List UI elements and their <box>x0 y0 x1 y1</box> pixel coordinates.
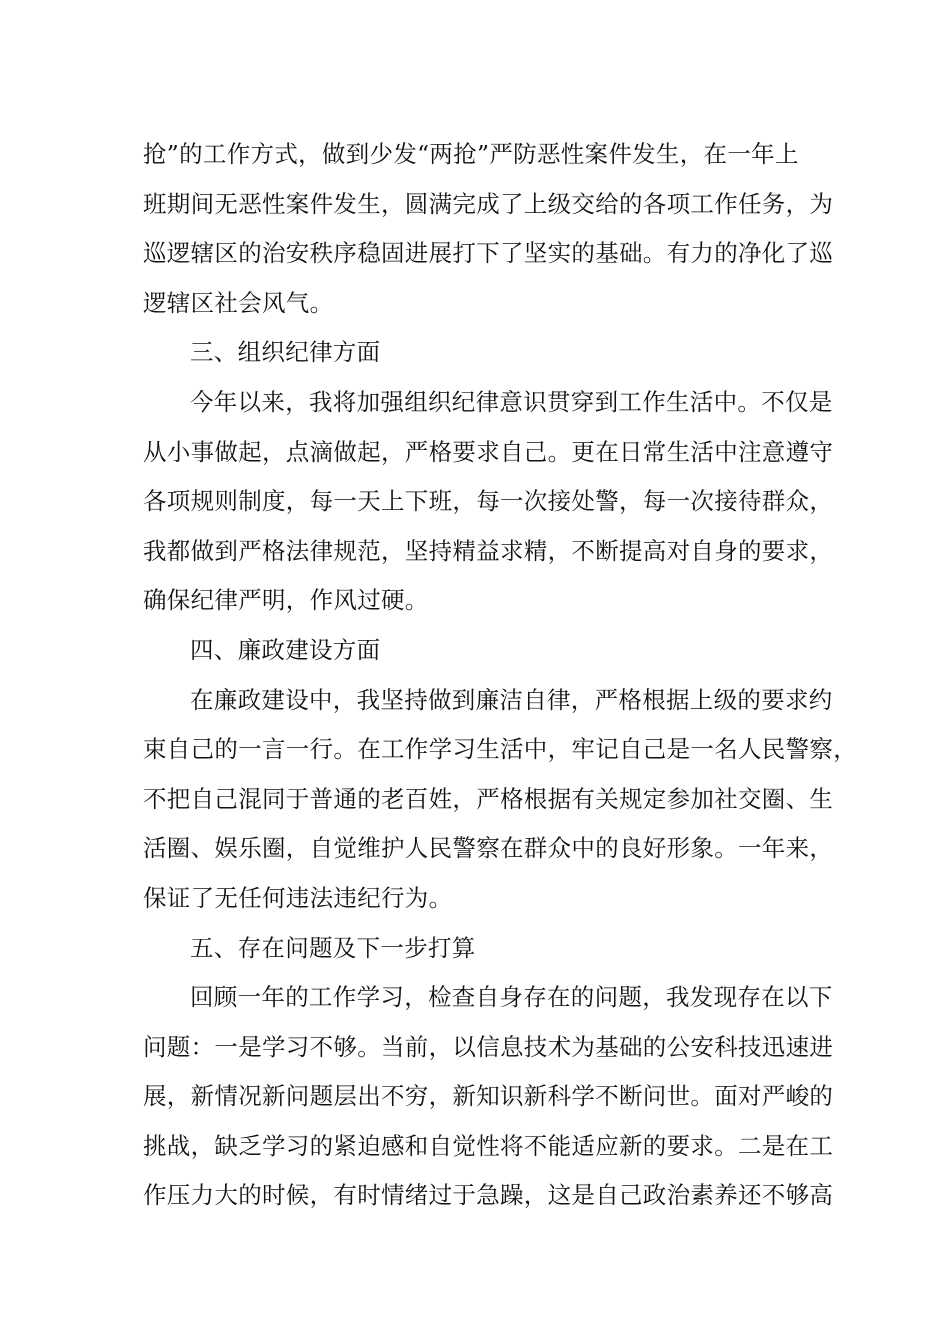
section-heading: 四、廉政建设方面 <box>190 635 381 664</box>
paragraph-line: 抢”的工作方式，做到少发“两抢”严防恶性案件发生，在一年上 <box>143 140 799 168</box>
paragraph-line: 从小事做起，点滴做起，严格要求自己。更在日常生活中注意遵守 <box>143 437 834 466</box>
section-heading: 三、组织纪律方面 <box>190 338 381 367</box>
paragraph-line: 各项规则制度，每一天上下班，每一次接处警，每一次接待群众， <box>143 487 834 516</box>
paragraph-line: 班期间无恶性案件发生，圆满完成了上级交给的各项工作任务，为 <box>143 189 834 218</box>
paragraph-line: 今年以来，我将加强组织纪律意识贯穿到工作生活中。不仅是 <box>190 387 833 416</box>
paragraph-line: 确保纪律严明，作风过硬。 <box>143 586 429 615</box>
paragraph-line: 逻辖区社会风气。 <box>143 288 334 317</box>
section-heading: 五、存在问题及下一步打算 <box>190 933 476 962</box>
paragraph-line: 挑战，缺乏学习的紧迫感和自觉性将不能适应新的要求。二是在工 <box>143 1131 834 1160</box>
paragraph-line: 问题：一是学习不够。当前，以信息技术为基础的公安科技迅速进 <box>143 1032 834 1061</box>
paragraph-line: 不把自己混同于普通的老百姓，严格根据有关规定参加社交圈、生 <box>143 784 834 813</box>
paragraph-line: 我都做到严格法律规范，坚持精益求精，不断提高对自身的要求， <box>143 536 834 565</box>
paragraph-line: 作压力大的时候，有时情绪过于急躁，这是自己政治素养还不够高 <box>143 1181 834 1210</box>
paragraph-line: 活圈、娱乐圈，自觉维护人民警察在群众中的良好形象。一年来， <box>143 834 834 863</box>
paragraph-line: 展，新情况新问题层出不穷，新知识新科学不断问世。面对严峻的 <box>143 1082 834 1111</box>
paragraph-line: 巡逻辖区的治安秩序稳固进展打下了坚实的基础。有力的净化了巡 <box>143 239 834 268</box>
paragraph-line: 束自己的一言一行。在工作学习生活中，牢记自己是一名人民警察， <box>143 735 857 764</box>
paragraph-line: 在廉政建设中，我坚持做到廉洁自律，严格根据上级的要求约 <box>190 685 833 714</box>
paragraph-line: 保证了无任何违法违纪行为。 <box>143 883 453 912</box>
paragraph-line: 回顾一年的工作学习，检查自身存在的问题，我发现存在以下 <box>190 983 833 1012</box>
document-body <box>143 130 857 1221</box>
